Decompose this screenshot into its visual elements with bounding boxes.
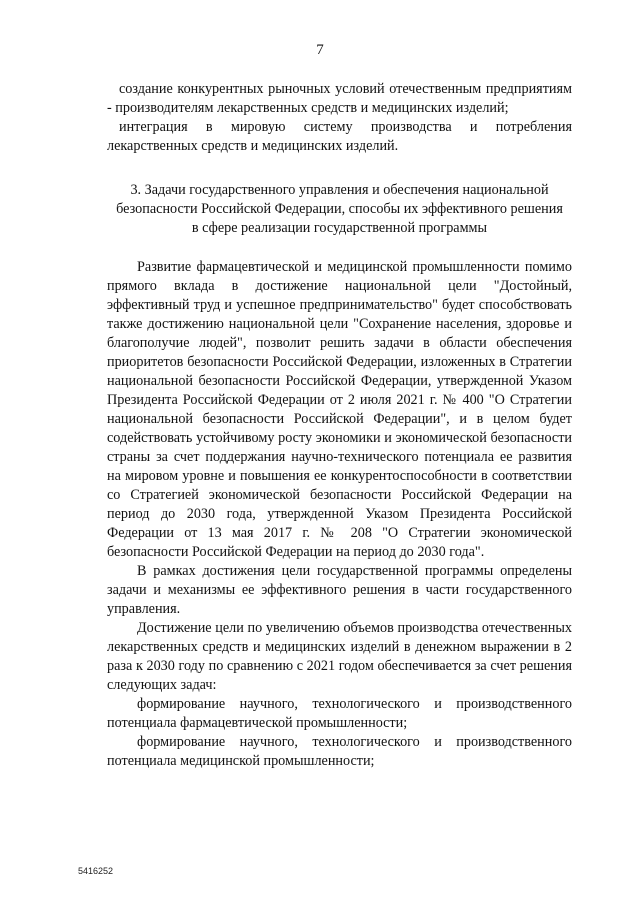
- paragraph: формирование научного, технологического и производственного потенциала фармацевтической промышленности;: [107, 696, 572, 731]
- heading-line: безопасности Российской Федерации, способы их эффективного решения: [116, 201, 563, 217]
- document-body: [107, 80, 572, 771]
- paragraph: В рамках достижения цели государственной программы определены задачи и механизмы ее эффективного решения в части государственного управления.: [107, 563, 572, 617]
- heading-line: 3. Задачи государственного управления и обеспечения национальной: [130, 182, 549, 198]
- heading-line: в сфере реализации государственной программы: [191, 220, 488, 236]
- paragraph: Достижение цели по увеличению объемов производства отечественных лекарственных средств и медицинских изделий в денежном выражении в 2 раза к 2030 году по сравнению с 2021 годом обеспечивается за счет решения следующих задач:: [107, 620, 572, 693]
- page-number: 7: [316, 42, 324, 58]
- paragraph: создание конкурентных рыночных условий отечественным предприятиям - производителям лекарственных средств и медицинских изделий;: [107, 81, 572, 116]
- paragraph: интеграция в мировую систему производства и потребления лекарственных средств и медицинских изделий.: [107, 119, 572, 154]
- document-code: 5416252: [78, 866, 114, 876]
- section-heading: [107, 181, 572, 238]
- paragraph: формирование научного, технологического и производственного потенциала медицинской промышленности;: [107, 734, 572, 769]
- paragraph: Развитие фармацевтической и медицинской промышленности помимо прямого вклада в достижение национальной цели "Достойный, эффективный труд и успешное предпринимательство" будет способствовать также достижению национальной цели "Сохранение населения, здоровье и благополучие людей", позволит решить задачи в области обеспечения приоритетов безопасности Российской Федерации, изложенных в Стратегии национальной безопасности Российской Федерации, утвержденной Указом Президента Российской Федерации от 2 июля 2021 г. № 400 "О Стратегии национальной безопасности Российской Федерации", и в целом будет содействовать устойчивому росту экономики и экономической безопасности страны за счет поддержания научно-технического потенциала ее развития на мировом уровне и повышения ее конкурентоспособности в соответствии со Стратегией экономической безопасности Российской Федерации на период до 2030 года, утвержденной Указом Президента Российской Федерации от 13 мая 2017 г. № 208 "О Стратегии экономической безопасности Российской Федерации на период до 2030 года".: [107, 259, 572, 560]
